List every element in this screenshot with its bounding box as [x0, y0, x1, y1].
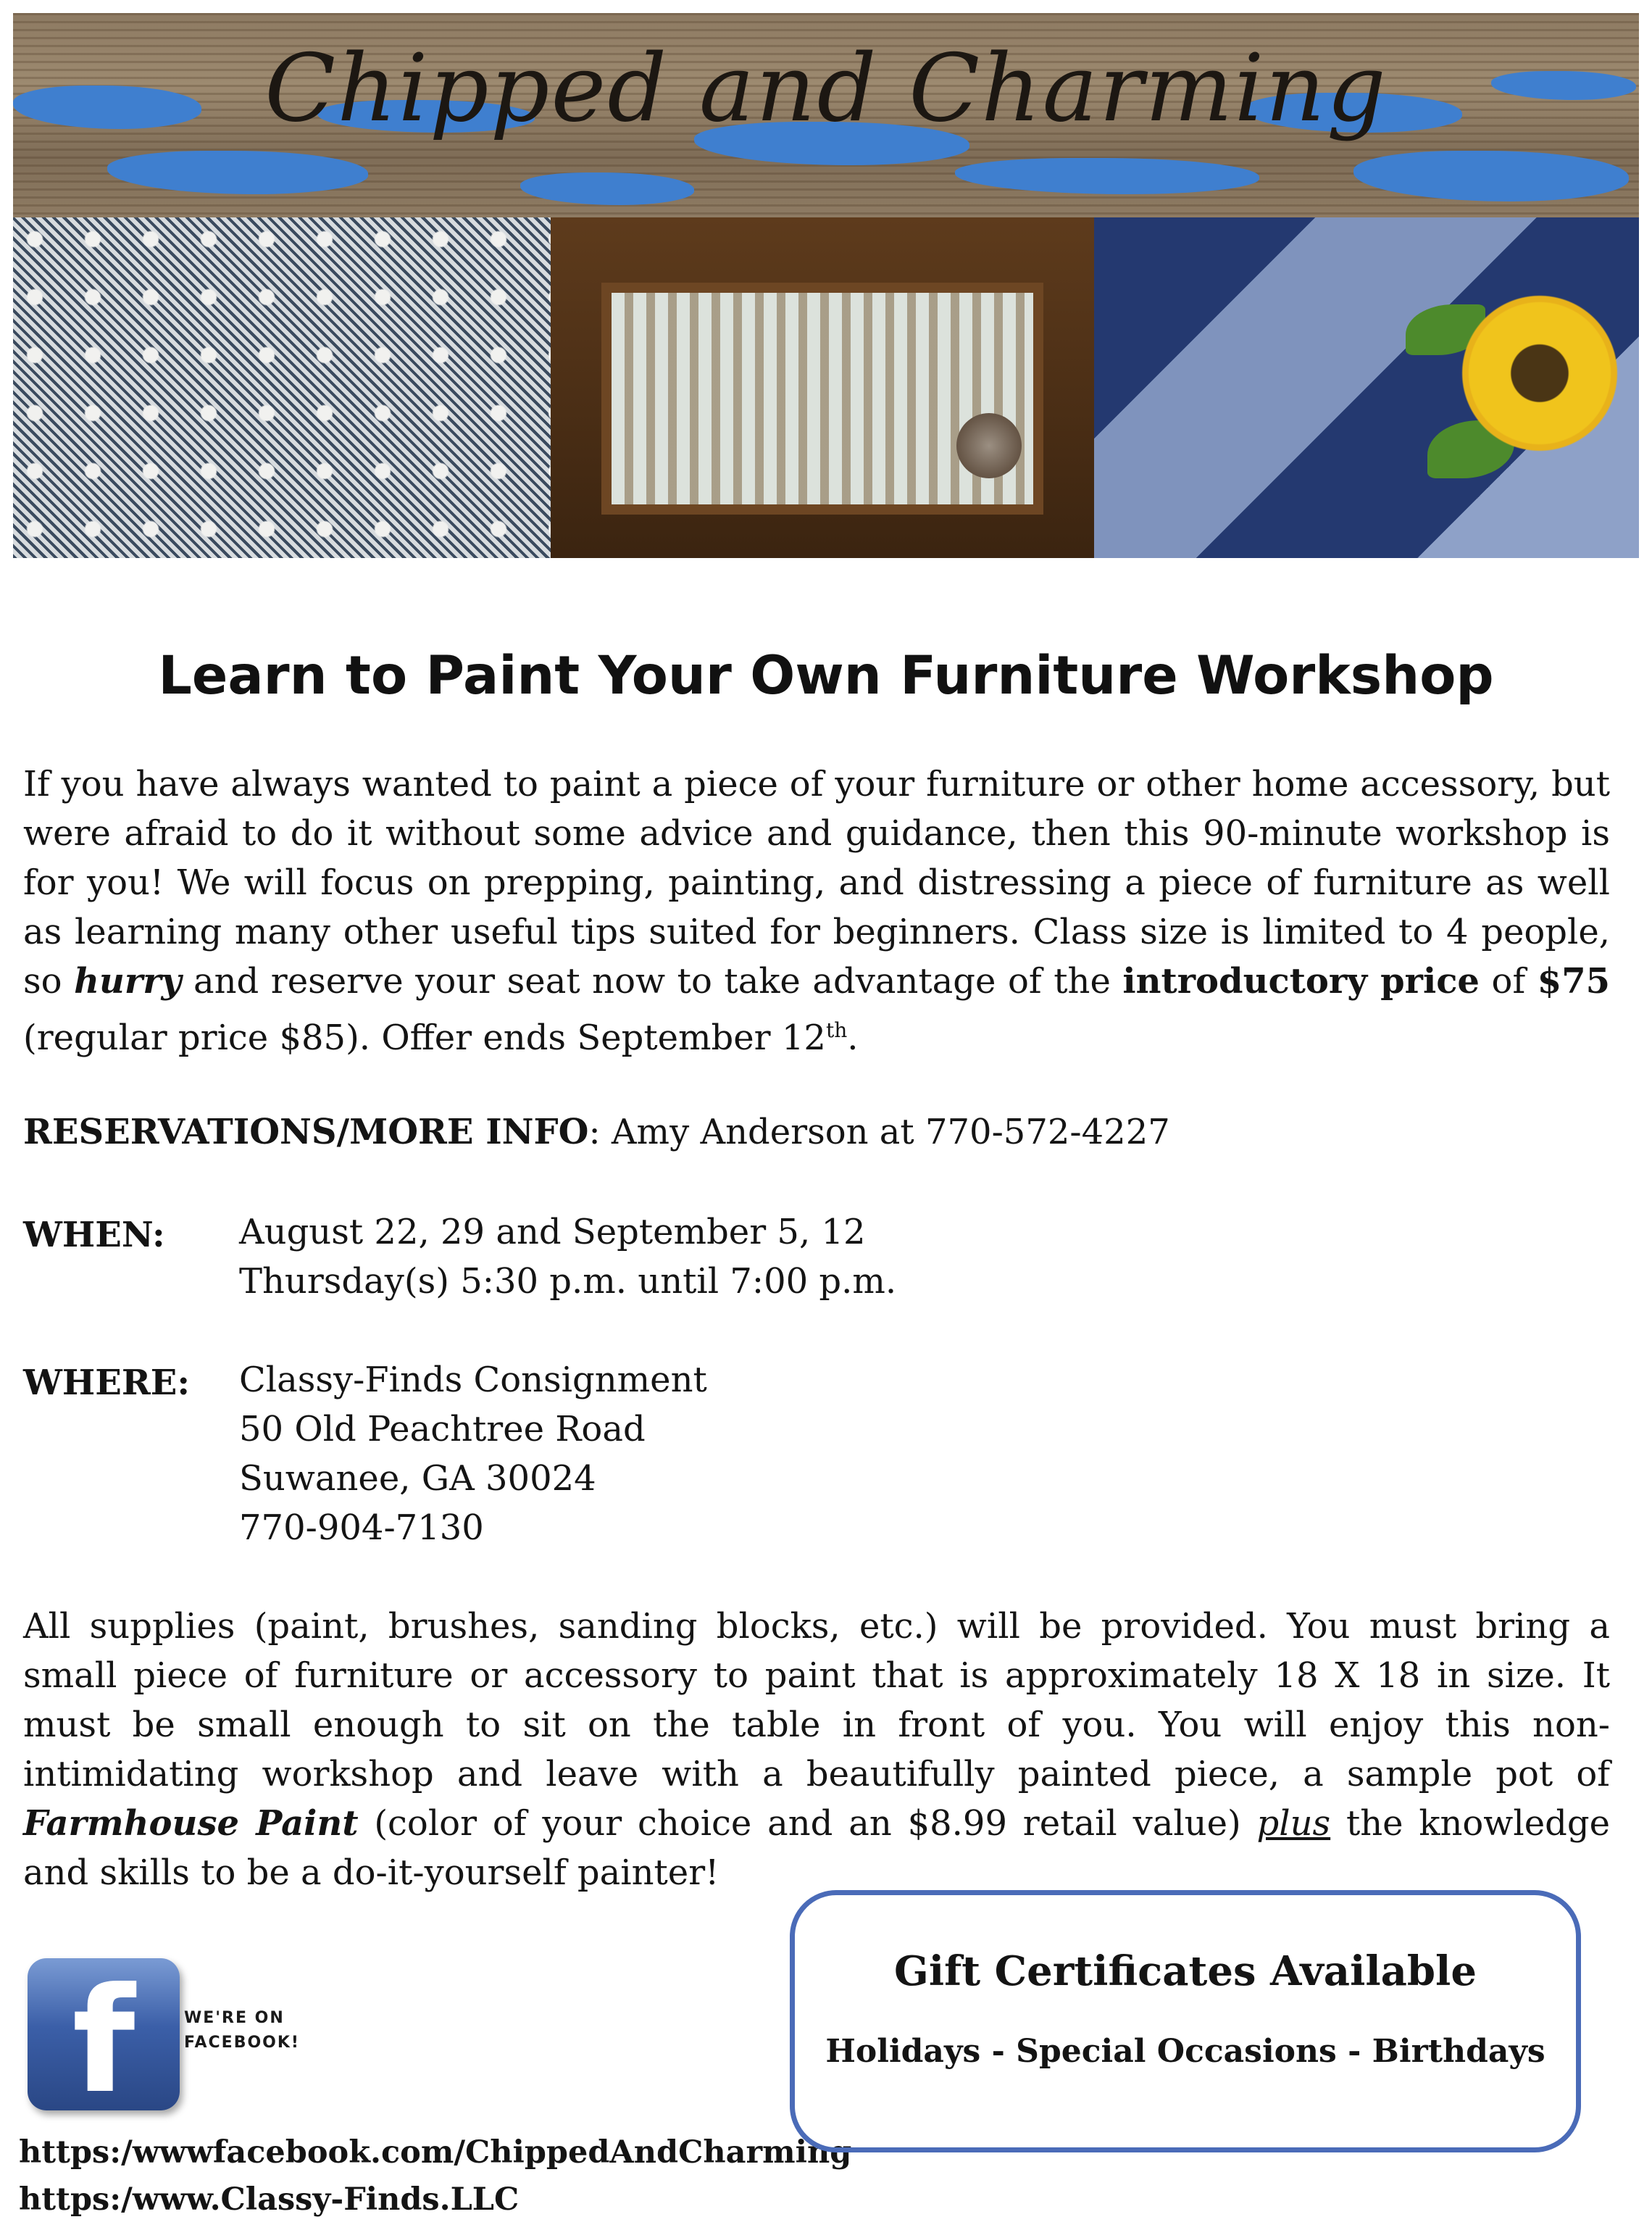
when-label: WHEN:	[23, 1215, 165, 1255]
intro-price-label: introductory price	[1122, 961, 1480, 1002]
venue-city: Suwanee, GA 30024	[239, 1458, 596, 1499]
gift-certificate-box	[790, 1890, 1581, 2152]
plus-emphasis: plus	[1256, 1803, 1331, 1844]
header-banner	[13, 13, 1639, 217]
intro-text: of	[1479, 961, 1538, 1002]
ordinal-suffix: th	[825, 1018, 848, 1042]
paint-chip	[520, 172, 694, 205]
gift-title: Gift Certificates Available	[894, 1947, 1477, 1995]
venue-name: Classy-Finds Consignment	[239, 1360, 707, 1400]
sunflower	[1449, 283, 1630, 464]
intro-text: (regular price $85). Offer ends September 12	[23, 1018, 826, 1058]
intro-paragraph	[23, 760, 1610, 1062]
drawer-knob	[956, 413, 1022, 478]
when-dates: August 22, 29 and September 5, 12	[239, 1212, 866, 1252]
when-times: Thursday(s) 5:30 p.m. until 7:00 p.m.	[239, 1261, 897, 1302]
brand-title: Chipped and Charming	[264, 35, 1388, 143]
paint-chip	[1353, 151, 1629, 201]
intro-text: If you have always wanted to paint a piece of your furniture or other home accessory, but were afraid to do it without some advice and guidance, then this 90-minute workshop is for you! We will focus on prepping, painting, and distressing a piece of furniture as well as learning many other useful tips suited for beginners. Class size is limited to 4 people, so	[23, 764, 1610, 1002]
reservations-label: RESERVATIONS/MORE INFO	[23, 1112, 589, 1152]
supplies-paragraph	[23, 1602, 1610, 1897]
supplies-text: the knowledge and skills to be a do-it-yourself painter!	[23, 1803, 1610, 1893]
where-label: WHERE:	[23, 1362, 191, 1403]
reservations-contact: : Amy Anderson at 770-572-4227	[588, 1112, 1170, 1152]
sunflower-harlequin-photo	[1094, 217, 1639, 558]
when-details	[239, 1207, 896, 1306]
paint-chip	[107, 151, 368, 194]
gift-occasions: Holidays - Special Occasions - Birthdays	[825, 2033, 1545, 2070]
reservations-line	[23, 1107, 1170, 1157]
hurry-emphasis: hurry	[74, 961, 182, 1002]
where-details	[239, 1355, 707, 1552]
website-url-link[interactable]: https:/www.Classy-Finds.LLC	[19, 2181, 520, 2218]
page-title: Learn to Paint Your Own Furniture Workshop	[158, 645, 1494, 707]
venue-phone: 770-904-7130	[239, 1507, 484, 1548]
facebook-caption: WE'RE ON FACEBOOK!	[184, 2009, 300, 2052]
facebook-icon[interactable]: f	[28, 1958, 180, 2110]
lace-doily-photo	[13, 217, 551, 558]
supplies-text: (color of your choice and an $8.99 retail value)	[358, 1803, 1257, 1844]
facebook-url-link[interactable]: https:/wwwfacebook.com/ChippedAndCharming	[19, 2134, 852, 2171]
venue-street: 50 Old Peachtree Road	[239, 1409, 646, 1449]
paint-chip	[955, 158, 1259, 194]
brand-emphasis: Farmhouse Paint	[23, 1803, 359, 1844]
intro-text: .	[847, 1018, 859, 1058]
intro-text: and reserve your seat now to take advantage of the	[181, 961, 1123, 1002]
intro-price: $75	[1537, 961, 1610, 1002]
distressed-drawer-photo	[551, 217, 1094, 558]
supplies-text: All supplies (paint, brushes, sanding blocks, etc.) will be provided. You must bring a small piece of furniture or accessory to paint that is approximately 18 X 18 in size. It must be small enough to sit on the table in front of you. You will enjoy this non-intimidating workshop and leave with a beautifully painted piece, a sample pot of	[23, 1606, 1610, 1794]
drawer-face	[601, 283, 1043, 515]
